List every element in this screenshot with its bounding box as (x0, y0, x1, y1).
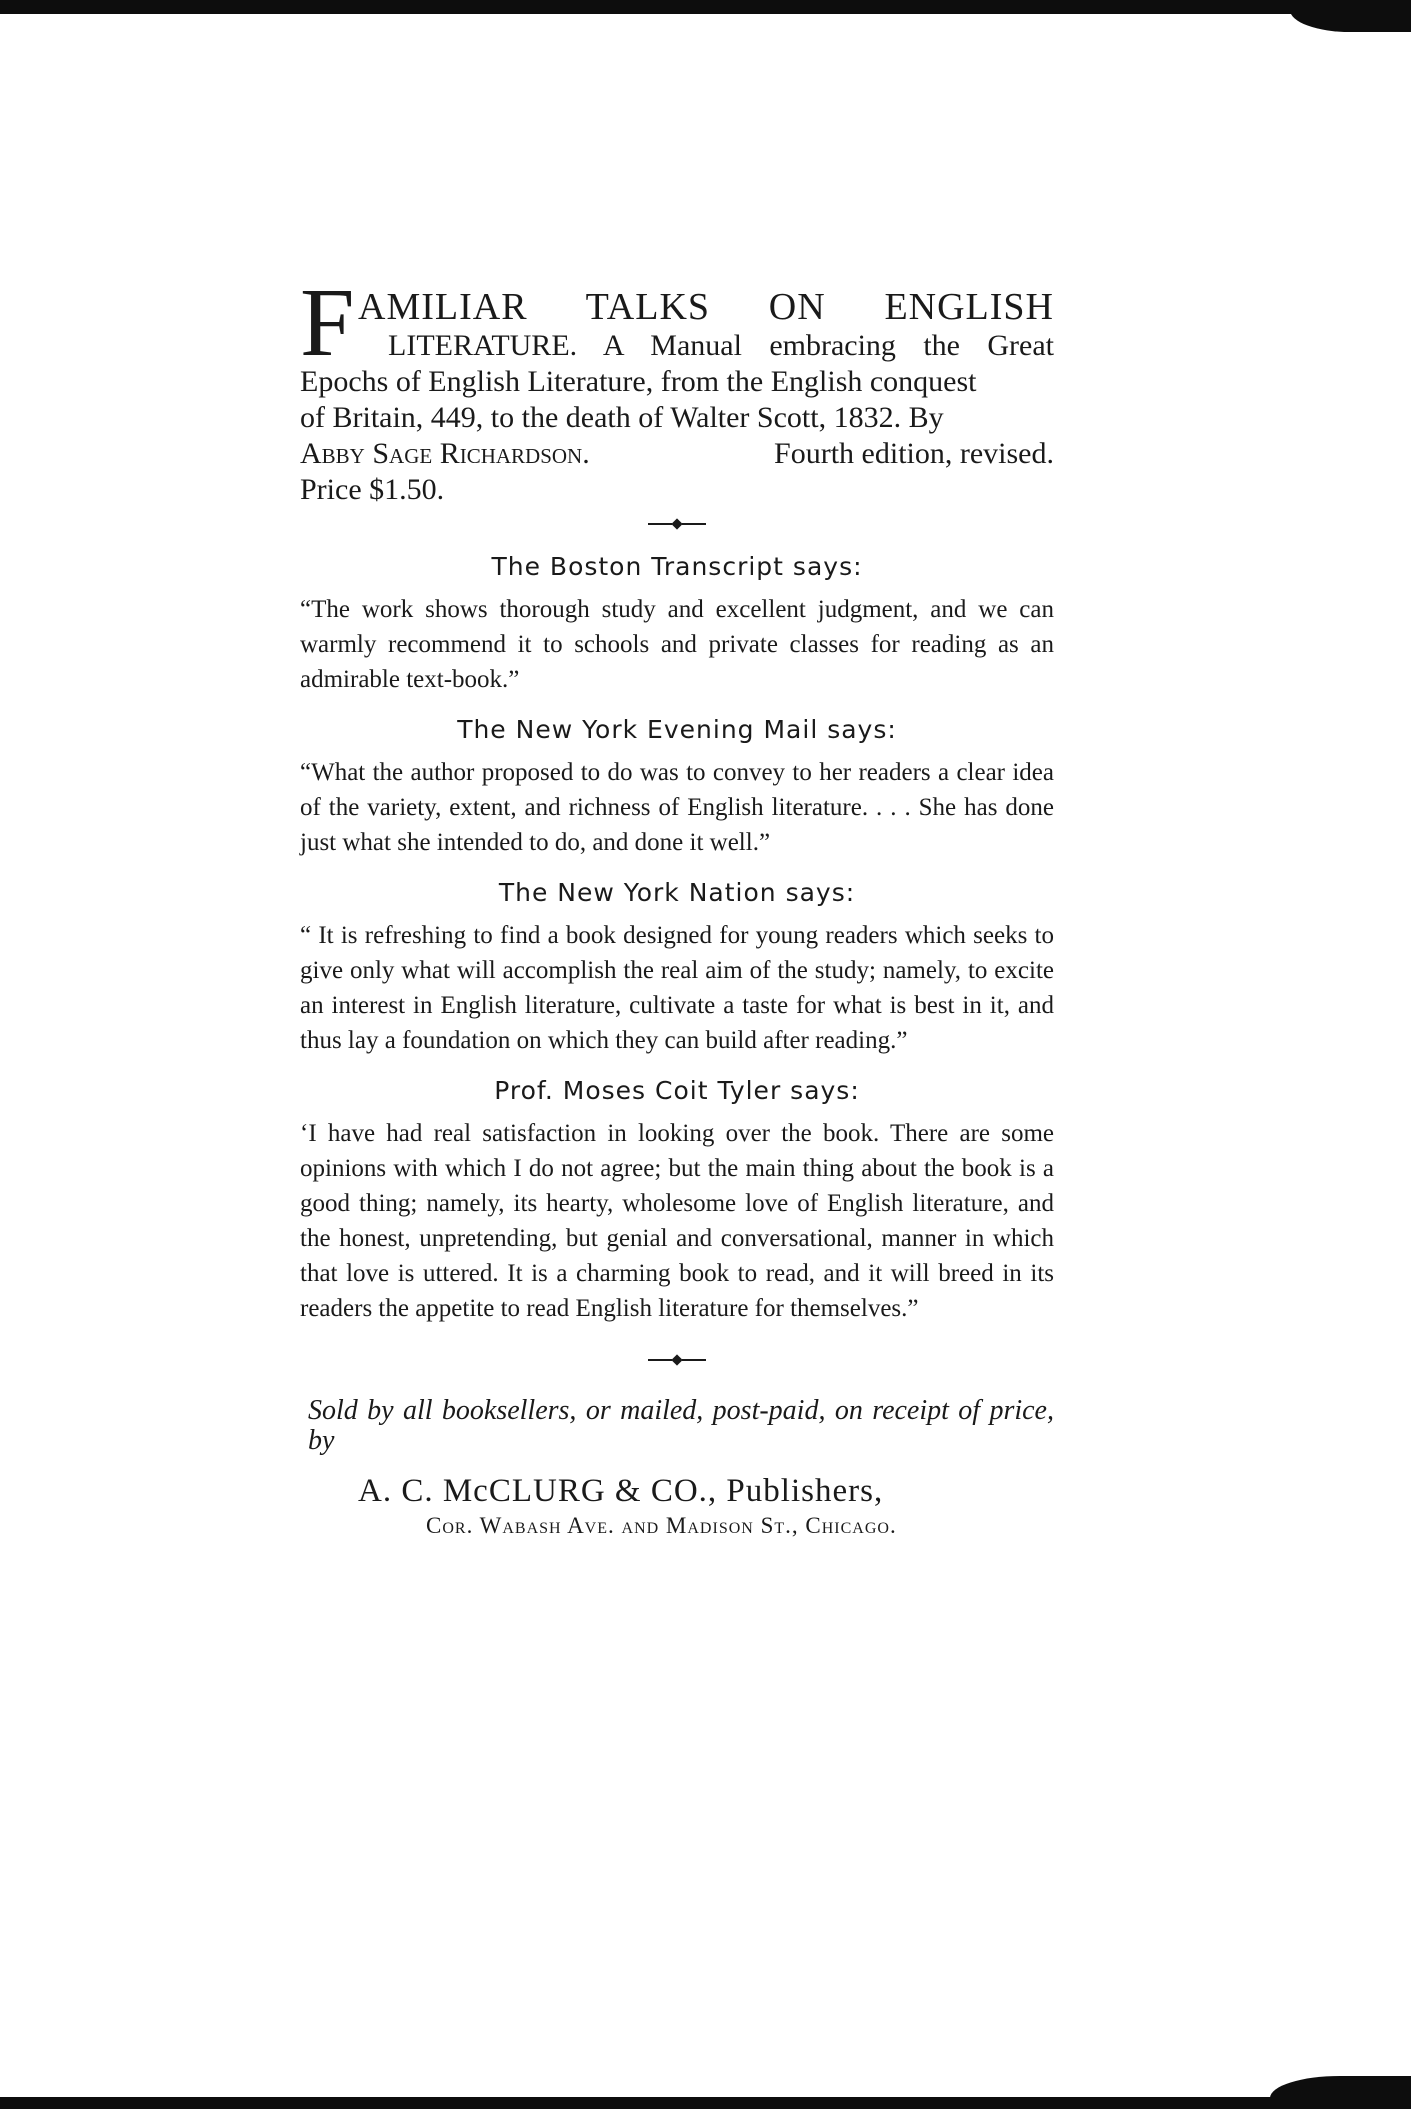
sold-by-notice: Sold by all booksellers, or mailed, post-paid, on receipt of price, by (308, 1395, 1054, 1456)
top-border-tab (1290, 10, 1411, 32)
review-heading: The New York Nation says: (498, 878, 856, 907)
top-border-rule (0, 0, 1411, 14)
title-line-1: AMILIAR TALKS ON ENGLISH (358, 286, 1054, 328)
review-moses-coit-tyler (300, 1076, 1054, 1326)
author-name: Abby Sage Richardson. (300, 437, 590, 470)
bottom-border-tab (1270, 2076, 1411, 2098)
book-title-block (300, 269, 1054, 508)
ornament-divider (300, 1350, 1054, 1370)
review-text: “The work shows thorough study and excellent judgment, and we can warmly recommend it to schools and private classes for reading as an admirable text-book.” (300, 596, 1054, 693)
review-heading: The Boston Transcript says: (491, 552, 863, 581)
review-heading: The New York Evening Mail says: (457, 715, 897, 744)
title-line-3: Epochs of English Literature, from the English conquest (300, 365, 977, 398)
title-line-2: LITERATURE. A Manual embracing the Great (388, 329, 1054, 362)
drop-cap: F (300, 269, 355, 377)
review-heading: Prof. Moses Coit Tyler says: (494, 1076, 860, 1105)
publisher-address: Cor. Wabash Ave. and Madison St., Chicago. (426, 1513, 897, 1538)
publisher-name: A. C. McCLURG & CO., Publishers, (358, 1473, 884, 1509)
review-boston-transcript (300, 552, 1054, 697)
diamond-icon (671, 1354, 682, 1365)
advertisement-page (300, 269, 1054, 1540)
ornament-divider (300, 514, 1054, 534)
edition-note: Fourth edition, revised. (774, 437, 1054, 470)
author-edition-line (300, 436, 1054, 472)
title-line-4: of Britain, 449, to the death of Walter Scott, 1832. By (300, 401, 944, 434)
diamond-icon (671, 518, 682, 529)
review-text: ‘I have had real satisfaction in looking over the book. There are some opinions with which I do not agree; but the main thing about the book is a good thing; namely, its hearty, wholesome love of English literature, and the honest, unpretending, but genial and conversational, manner in which that love is uttered. It is a charming book to read, and it will breed in its readers the appetite to read English literature for themselves.” (300, 1120, 1054, 1322)
review-text: “ It is refreshing to find a book designed for young readers which seeks to give only what will accomplish the real aim of the study; namely, to excite an interest in English literature, cultivate a taste for what is best in it, and thus lay a foundation on which they can build after reading.” (300, 922, 1054, 1054)
bottom-border-rule (0, 2097, 1411, 2109)
review-new-york-nation (300, 878, 1054, 1058)
review-text: “What the author proposed to do was to convey to her readers a clear idea of the variety, extent, and richness of English literature. . . . She has done just what she intended to do, and done it well.” (300, 759, 1054, 856)
price: Price $1.50. (300, 473, 445, 506)
review-new-york-evening-mail (300, 715, 1054, 860)
